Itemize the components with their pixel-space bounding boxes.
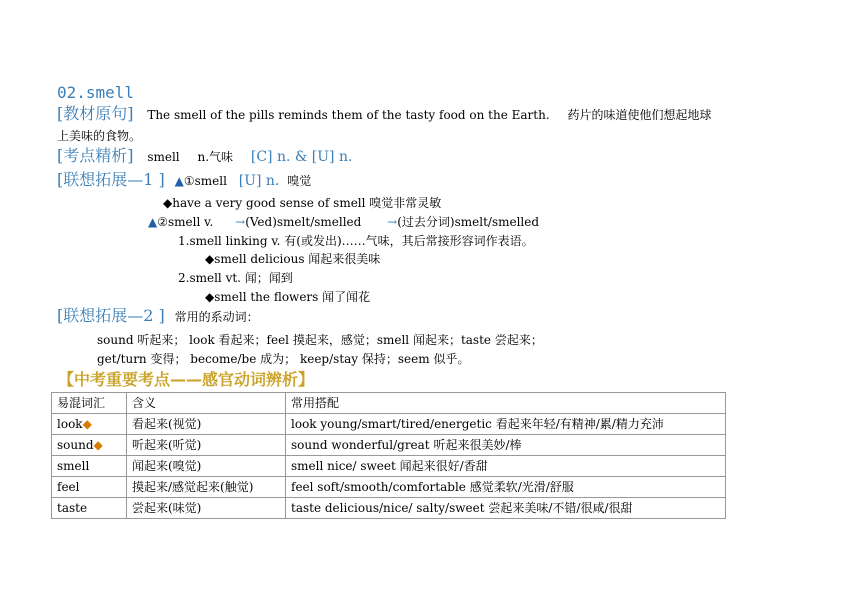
header-cell: 常用搭配 xyxy=(286,393,726,414)
source-english: The smell of the pills reminds them of the tasty food on the Earth. xyxy=(147,108,550,122)
points-word: smell xyxy=(147,150,180,164)
ext1-example: ◆have a very good sense of smell 嗅觉非常灵敏 xyxy=(163,196,442,210)
ext1-item2: ②smell v. xyxy=(157,215,214,229)
meaning-cell: 闻起来(嗅觉) xyxy=(127,456,286,477)
usage-cell: sound wonderful/great 听起来很美妙/棒 xyxy=(286,435,726,456)
ext1-pp: (过去分词)smelt/smelled xyxy=(397,215,540,229)
diamond-icon: ◆ xyxy=(82,417,92,431)
ext1-verb-line xyxy=(148,214,539,230)
word-cell: taste xyxy=(52,498,127,519)
ext1-u: [U] n. xyxy=(238,173,280,189)
section-title: 【中考重要考点——感官动词辨析】 xyxy=(58,370,315,389)
meaning-cell: 听起来(听觉) xyxy=(127,435,286,456)
ext2-verbs-line1: sound 听起来； look 看起来；feel 摸起来，感觉；smell 闻起来；taste 尝起来； xyxy=(97,333,543,347)
points-line xyxy=(57,148,352,165)
source-chinese: 药片的味道使他们想起地球 xyxy=(567,108,712,122)
triangle-icon: ▲ xyxy=(148,215,158,229)
ext1-sense2: 2.smell vt. 闻；闻到 xyxy=(178,271,293,285)
arrow-right-icon: → xyxy=(235,215,246,229)
word-cell: sound◆ xyxy=(52,435,127,456)
ext1-line xyxy=(57,172,311,189)
sense-verbs-table xyxy=(51,392,726,519)
word-cell: smell xyxy=(52,456,127,477)
ext2-intro: 常用的系动词： xyxy=(174,310,259,324)
meaning-cell: 摸起来/感觉起来(触觉) xyxy=(127,477,286,498)
usage-cell: smell nice/ sweet 闻起来很好/香甜 xyxy=(286,456,726,477)
points-tag: [考点精析] xyxy=(57,146,134,165)
meaning-cell: 看起来(视觉) xyxy=(127,414,286,435)
source-sentence-line xyxy=(57,106,711,123)
header-cell: 易混词汇 xyxy=(52,393,127,414)
word-cell: look◆ xyxy=(52,414,127,435)
meaning-cell: 尝起来(味觉) xyxy=(127,498,286,519)
points-note: [C] n. & [U] n. xyxy=(250,149,353,165)
table-row xyxy=(52,456,726,477)
ext2-verbs-line2: get/turn 变得； become/be 成为； keep/stay 保持；seem 似乎。 xyxy=(97,352,470,366)
usage-cell: look young/smart/tired/energetic 看起来年轻/有精神/累/精力充沛 xyxy=(286,414,726,435)
ext1-meaning: 嗅觉 xyxy=(287,174,312,188)
arrow-right-icon: → xyxy=(387,215,398,229)
table-row xyxy=(52,498,726,519)
ext1-tag: [联想拓展—1 ] xyxy=(57,170,165,189)
ext1-sense1: 1.smell linking v. 有(或发出)……气味，其后常接形容词作表语。 xyxy=(178,234,534,248)
ext1-sense1-example: ◆smell delicious 闻起来很美味 xyxy=(205,252,381,266)
table-row xyxy=(52,435,726,456)
section-heading: 02.smell xyxy=(57,83,135,102)
header-cell: 含义 xyxy=(127,393,286,414)
table-row xyxy=(52,414,726,435)
triangle-icon: ▲ xyxy=(174,174,184,188)
ext1-past: (Ved)smelt/smelled xyxy=(245,215,362,229)
source-chinese-cont: 上美味的食物。 xyxy=(57,129,142,143)
points-def: n.气味 xyxy=(197,150,234,164)
ext2-tag: [联想拓展—2 ] xyxy=(57,306,165,325)
table-header-row xyxy=(52,393,726,414)
diamond-icon: ◆ xyxy=(93,438,103,452)
word-cell: feel xyxy=(52,477,127,498)
ext2-line xyxy=(57,308,259,325)
source-tag: [教材原句] xyxy=(57,104,134,123)
table-row xyxy=(52,477,726,498)
ext1-item1: ①smell xyxy=(183,174,227,188)
ext1-sense2-example: ◆smell the flowers 闻了闻花 xyxy=(205,290,371,304)
usage-cell: feel soft/smooth/comfortable 感觉柔软/光滑/舒服 xyxy=(286,477,726,498)
usage-cell: taste delicious/nice/ salty/sweet 尝起来美味/不错/很咸/很甜 xyxy=(286,498,726,519)
